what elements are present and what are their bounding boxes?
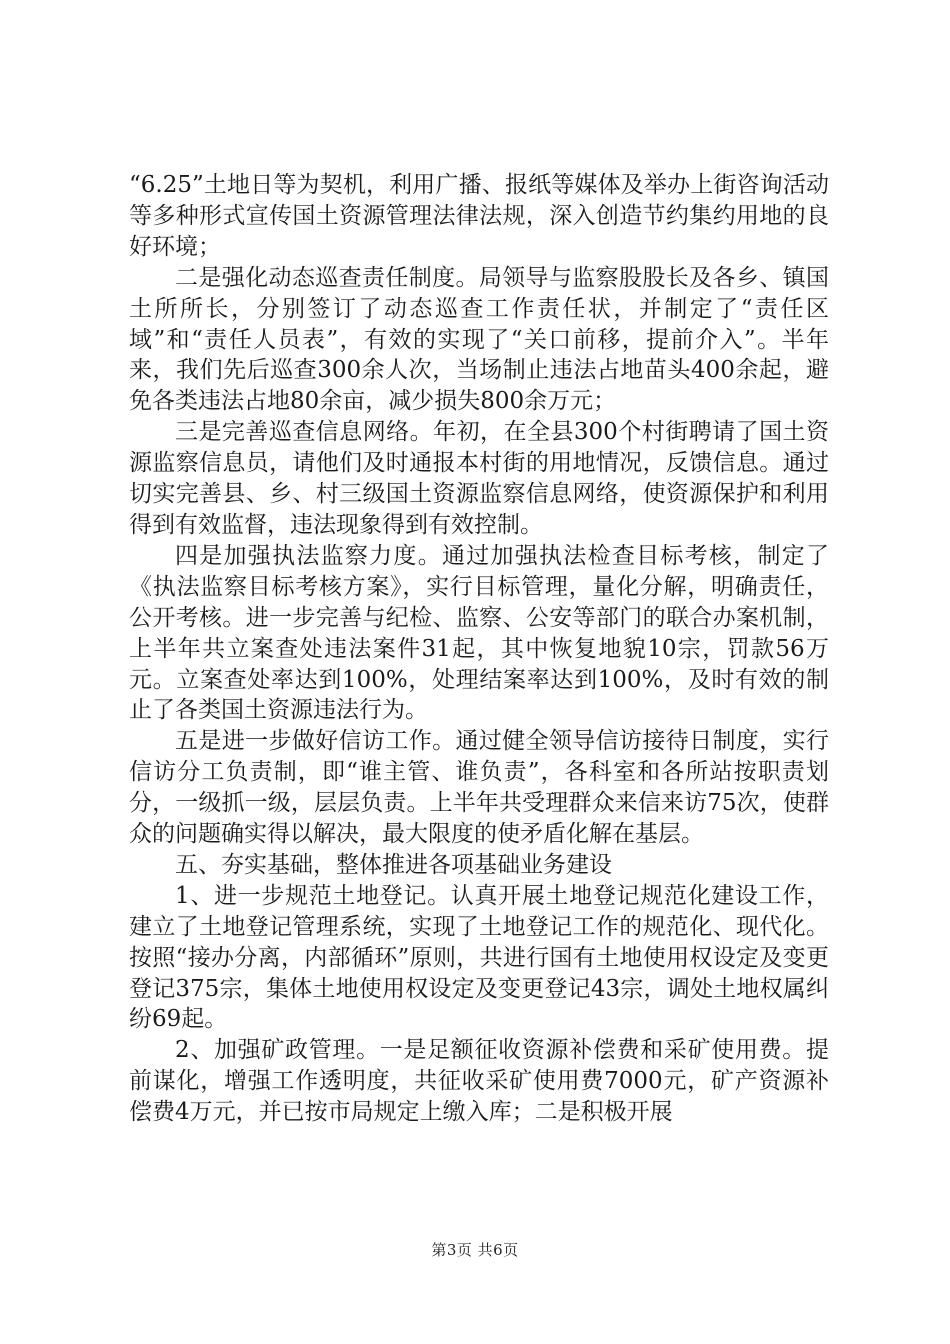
paragraph-2: 二是强化动态巡查责任制度。局领导与监察股股长及各乡、镇国土所所长，分别签订了动态巡查工作责任状，并制定了“责任区域”和“责任人员表”，有效的实现了“关口前移，提前介入”。半年来，我们先后巡查300余人次，当场制止违法占地苗头400余起，避免各类违法占地80余亩，减少损失800余万元； (129, 264, 829, 415)
paragraph-4: 四是加强执法监察力度。通过加强执法检查目标考核，制定了《执法监察目标考核方案》，实行目标管理，量化分解，明确责任，公开考核。进一步完善与纪检、监察、公安等部门的联合办案机制，上半年共立案查处违法案件31起，其中恢复地貌10宗，罚款56万元。立案查处率达到100%，处理结案率达到100%，及时有效的制止了各类国土资源违法行为。 (129, 542, 829, 724)
page-number-footer: 第3页 共6页 (431, 1241, 519, 1259)
paragraph-7: 1、进一步规范土地登记。认真开展土地登记规范化建设工作，建立了土地登记管理系统，实现了土地登记工作的规范化、现代化。按照“接办分离，内部循环”原则，共进行国有土地使用权设定及变更登记375宗，集体土地使用权设定及变更登记43宗，调处土地权属纠纷69起。 (129, 882, 829, 1033)
paragraph-5: 五是进一步做好信访工作。通过健全领导信访接待日制度，实行信访分工负责制，即“谁主管、谁负责”，各科室和各所站按职责划分，一级抓一级，层层负责。上半年共受理群众来信来访75次，使群众的问题确实得以解决，最大限度的使矛盾化解在基层。 (129, 728, 829, 848)
paragraph-8: 2、加强矿政管理。一是足额征收资源补偿费和采矿使用费。提前谋化，增强工作透明度，共征收采矿使用费7000元，矿产资源补偿费4万元，并已按市局规定上缴入库；二是积极开展 (129, 1037, 829, 1126)
section-heading: 五、夯实基础，整体推进各项基础业务建设 (175, 851, 612, 878)
document-body (129, 170, 829, 1128)
paragraph-1: “6.25”土地日等为契机，利用广播、报纸等媒体及举办上街咨询活动等多种形式宣传国土资源管理法律法规，深入创造节约集约用地的良好环境； (129, 172, 829, 260)
paragraph-3: 三是完善巡查信息网络。年初，在全县300个村街聘请了国土资源监察信息员，请他们及时通报本村街的用地情况，反馈信息。通过切实完善县、乡、村三级国土资源监察信息网络，使资源保护和利用得到有效监督，违法现象得到有效控制。 (129, 419, 829, 538)
